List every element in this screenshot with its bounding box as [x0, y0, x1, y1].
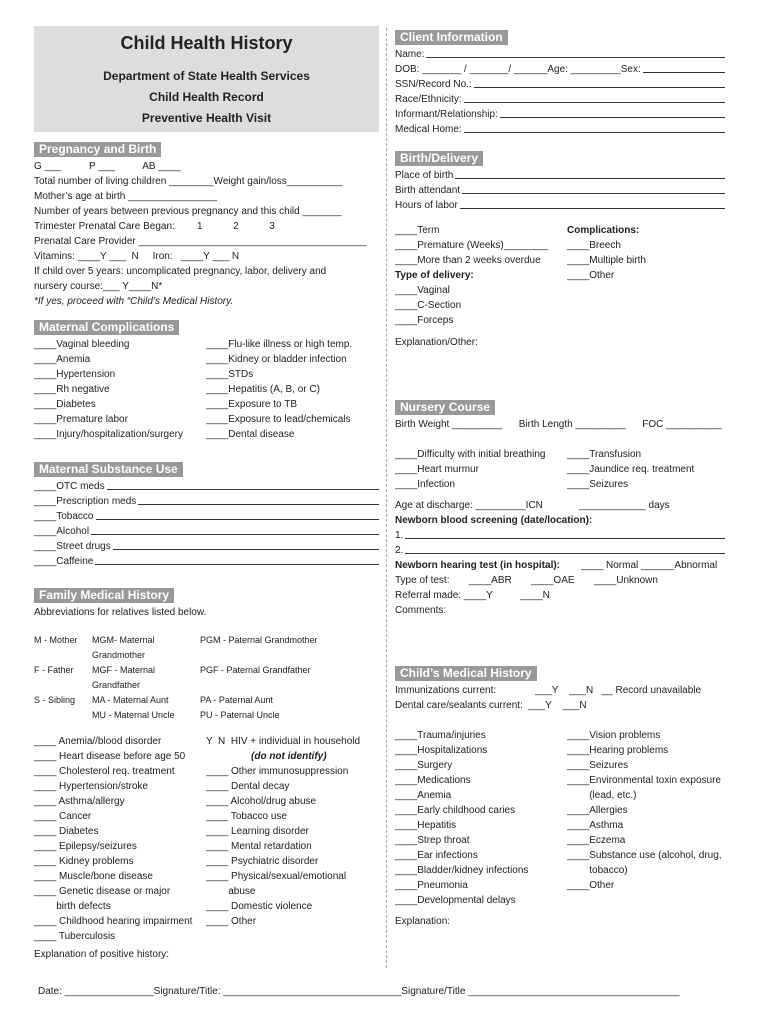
fill-line[interactable] — [643, 62, 725, 73]
maternal-complications-section — [34, 320, 379, 442]
title-box — [34, 26, 379, 132]
fill-line[interactable] — [405, 543, 725, 554]
screening-line — [395, 543, 725, 558]
relative-abbreviation: S - Sibling — [34, 695, 76, 705]
birth-explanation: Explanation/Other: — [395, 337, 478, 348]
fill-line[interactable] — [426, 47, 725, 58]
complication-item: ____Kidney or bladder infection — [206, 354, 347, 365]
family-history-item: ____ Heart disease before age 50 — [34, 751, 186, 762]
complication-item: ____Multiple birth — [567, 255, 646, 266]
substance-section — [34, 462, 379, 569]
dental-line: Dental care/sealants current: ___Y ___N — [395, 700, 587, 711]
birth-weight-line: Birth Weight _________ Birth Length _________ FOC __________ — [395, 419, 722, 430]
family-history-item: ____ Muscle/bone disease — [34, 871, 153, 882]
child-history-item: ____Asthma — [567, 820, 624, 831]
child-history-item: ____Early childhood caries — [395, 805, 516, 816]
client-section — [395, 30, 725, 137]
family-history-item: ____ Diabetes — [34, 826, 99, 837]
column-divider — [386, 28, 387, 968]
complication-item: ____Exposure to lead/chemicals — [206, 414, 351, 425]
client-field-label: Race/Ethnicity: — [395, 94, 462, 105]
family-history-item: ____ Domestic violence — [206, 901, 313, 912]
family-history-item: abuse — [206, 886, 256, 897]
client-field — [395, 107, 725, 122]
nursery-comments: Comments: — [395, 605, 447, 616]
fill-line[interactable] — [91, 524, 379, 535]
child-history-item: ____Substance use (alcohol, drug, — [567, 850, 722, 861]
referral-line: Referral made: ____Y ____N — [395, 590, 550, 601]
visit-title: Preventive Health Visit — [141, 111, 272, 125]
family-history-item: ____ Kidney problems — [34, 856, 134, 867]
birth-term-item: ____Term — [395, 225, 440, 236]
nursery-item: ____Seizures — [567, 479, 629, 490]
family-intro: Abbreviations for relatives listed below. — [34, 607, 207, 618]
family-history-item: ____ Anemia//blood disorder — [34, 736, 162, 747]
relative-abbreviation: PU - Paternal Uncle — [200, 710, 280, 720]
child-history-item: ____Vision problems — [567, 730, 661, 741]
relative-abbreviation: MU - Maternal Uncle — [92, 710, 175, 720]
complication-item: ____Rh negative — [34, 384, 110, 395]
birth-field-label: Hours of labor — [395, 200, 458, 211]
family-history-item: ____ Learning disorder — [206, 826, 309, 837]
family-history-section — [34, 588, 379, 962]
birth-field — [395, 168, 725, 183]
substance-item — [34, 524, 379, 539]
family-history-item: (do not identify) — [251, 751, 327, 762]
fill-line[interactable] — [95, 554, 379, 565]
complication-item: ____Other — [567, 270, 615, 281]
complications-title: Complications: — [567, 225, 640, 236]
child-history-item: ____Strep throat — [395, 835, 470, 846]
fill-line[interactable] — [138, 494, 379, 505]
child-history-item: ____Anemia — [395, 790, 452, 801]
client-field — [395, 47, 725, 62]
client-field — [395, 77, 725, 92]
birth-field — [395, 183, 725, 198]
substance-item-label: ____Street drugs — [34, 541, 111, 552]
child-history-item: ____Pneumonia — [395, 880, 468, 891]
family-history-item: ____ Physical/sexual/emotional — [206, 871, 347, 882]
client-field-label: Name: — [395, 49, 425, 60]
child-history-item: tobacco) — [567, 865, 628, 876]
pregnancy-line: nursery course:___ Y____N* — [34, 281, 163, 292]
fill-line[interactable] — [474, 77, 725, 88]
birth-field — [395, 198, 725, 213]
nursery-section — [395, 400, 725, 618]
maternal-complications-header: Maternal Complications — [34, 320, 179, 335]
pregnancy-line: Trimester Prenatal Care Began: 1 2 3 — [34, 221, 275, 232]
fill-line[interactable] — [405, 528, 725, 539]
fill-line[interactable] — [113, 539, 379, 550]
child-medical-section — [395, 666, 735, 929]
substance-item-label: ____Prescription meds — [34, 496, 137, 507]
pregnancy-line: Vitamins: ____Y ___ N Iron: ____Y ___ N — [34, 251, 240, 262]
complication-item: ____Exposure to TB — [206, 399, 297, 410]
child-history-item: ____Hospitalizations — [395, 745, 488, 756]
delivery-type-item: ____C-Section — [395, 300, 462, 311]
pregnancy-line: If child over 5 years: uncomplicated pregnancy, labor, delivery and — [34, 266, 327, 277]
client-field-label: Informant/Relationship: — [395, 109, 498, 120]
family-history-item: ____ Hypertension/stroke — [34, 781, 148, 792]
substance-item-label: ____Tobacco — [34, 511, 94, 522]
substance-item — [34, 554, 379, 569]
relative-abbreviation: MGF - Maternal Grandfather — [92, 665, 156, 690]
left-column — [34, 26, 379, 960]
fill-line[interactable] — [455, 168, 725, 179]
nursery-item: ____Infection — [395, 479, 456, 490]
complication-item: ____Hepatitis (A, B, or C) — [206, 384, 320, 395]
substance-item-label: ____OTC meds — [34, 481, 105, 492]
complication-item: ____Dental disease — [206, 429, 295, 440]
client-field — [395, 62, 725, 77]
substance-item — [34, 494, 379, 509]
family-history-item: ____ Asthma/allergy — [34, 796, 125, 807]
fill-line[interactable] — [464, 122, 725, 133]
family-history-item: ____ Other immunosuppression — [206, 766, 349, 777]
test-type-line: Type of test: ____ABR ____OAE ____Unknown — [395, 575, 658, 586]
child-history-item: ____Medications — [395, 775, 471, 786]
child-history-item: ____Surgery — [395, 760, 453, 771]
family-history-item: Y N HIV + individual in household — [206, 736, 361, 747]
child-history-item: ____Developmental delays — [395, 895, 516, 906]
department: Department of State Health Services — [103, 69, 310, 83]
child-history-item: ____Bladder/kidney infections — [395, 865, 529, 876]
family-history-header: Family Medical History — [34, 588, 174, 603]
pregnancy-line: G ___ P ___ AB ____ — [34, 161, 181, 172]
child-history-item: ____Eczema — [567, 835, 626, 846]
complication-item: ____Flu-like illness or high temp. — [206, 339, 353, 350]
fill-line[interactable] — [460, 198, 725, 209]
pregnancy-section — [34, 142, 379, 309]
substance-item-label: ____Caffeine — [34, 556, 94, 567]
fill-line[interactable] — [500, 107, 725, 118]
family-explanation: Explanation of positive history: — [34, 949, 170, 960]
substance-item-label: ____Alcohol — [34, 526, 90, 537]
child-history-item: ____Hearing problems — [567, 745, 669, 756]
birth-field-label: Birth attendant — [395, 185, 461, 196]
family-history-item: ____ Cholesterol req. treatment — [34, 766, 175, 777]
complication-item: ____STDs — [206, 369, 254, 380]
nursery-item: ____Transfusion — [567, 449, 642, 460]
client-header: Client Information — [395, 30, 508, 45]
complication-item: ____Diabetes — [34, 399, 96, 410]
family-history-item: ____ Childhood hearing impairment — [34, 916, 193, 927]
family-history-item: ____ Tuberculosis — [34, 931, 116, 942]
family-history-item: ____ Alcohol/drug abuse — [206, 796, 317, 807]
fill-line[interactable] — [462, 183, 725, 194]
child-history-item: ____Other — [567, 880, 615, 891]
birth-field-label: Place of birth — [395, 170, 454, 181]
discharge-line: Age at discharge: _________ICN ____________ days — [395, 500, 670, 511]
nursery-item: ____Jaundice req. treatment — [567, 464, 695, 475]
nursery-item: ____Difficulty with initial breathing — [395, 449, 546, 460]
substance-header: Maternal Substance Use — [34, 462, 183, 477]
screening-line — [395, 528, 725, 543]
family-history-item: ____ Epilepsy/seizures — [34, 841, 137, 852]
screening-line-label: 2. — [395, 545, 404, 556]
relative-abbreviation: PGM - Paternal Grandmother — [200, 635, 318, 645]
birth-section — [395, 151, 725, 350]
substance-item — [34, 479, 379, 494]
pregnancy-note: *If yes, proceed with “Child’s Medical History. — [34, 296, 234, 307]
child-history-item: ____Allergies — [567, 805, 628, 816]
child-history-item: ____Hepatitis — [395, 820, 457, 831]
child-history-item: ____Ear infections — [395, 850, 478, 861]
family-history-item: ____ Tobacco use — [206, 811, 287, 822]
family-history-item: ____ Mental retardation — [206, 841, 312, 852]
hearing-result: ____ Normal ______Abnormal — [581, 560, 718, 571]
nursery-item: ____Heart murmur — [395, 464, 479, 475]
relative-abbreviation: PA - Paternal Aunt — [200, 695, 273, 705]
delivery-type-item: ____Vaginal — [395, 285, 450, 296]
client-field — [395, 122, 725, 137]
relative-abbreviation: MGM- Maternal Grandmother — [92, 635, 155, 660]
family-history-item: ____ Other — [206, 916, 257, 927]
fill-line[interactable] — [107, 479, 379, 490]
screening-title: Newborn blood screening (date/location): — [395, 515, 593, 526]
birth-term-item: ____More than 2 weeks overdue — [395, 255, 541, 266]
client-field — [395, 92, 725, 107]
substance-item — [34, 539, 379, 554]
family-history-item: birth defects — [34, 901, 111, 912]
pregnancy-header: Pregnancy and Birth — [34, 142, 161, 157]
family-history-item: ____ Genetic disease or major — [34, 886, 171, 897]
hearing-title: Newborn hearing test (in hospital): — [395, 560, 561, 571]
pregnancy-line: Number of years between previous pregnancy and this child _______ — [34, 206, 342, 217]
child-history-item: (lead, etc.) — [567, 790, 637, 801]
family-history-item: ____ Dental decay — [206, 781, 290, 792]
complication-item: ____Hypertension — [34, 369, 116, 380]
family-history-item: ____ Psychiatric disorder — [206, 856, 319, 867]
complication-item: ____Injury/hospitalization/surgery — [34, 429, 183, 440]
pregnancy-line: Total number of living children ________Weight gain/loss__________ — [34, 176, 343, 187]
fill-line[interactable] — [464, 92, 725, 103]
relative-abbreviation: F - Father — [34, 665, 74, 675]
signature-footer: Date: ________________Signature/Title: ________________________________Signature/Title ______________________________________ — [38, 986, 680, 997]
complication-item: ____Premature labor — [34, 414, 128, 425]
fill-line[interactable] — [96, 509, 380, 520]
child-medical-header: Child’s Medical History — [395, 666, 537, 681]
client-field-label: DOB: _______ / _______/ ______Age: _________Sex: — [395, 64, 641, 75]
birth-header: Birth/Delivery — [395, 151, 483, 166]
relative-abbreviation — [34, 708, 92, 723]
birth-term-item: ____Premature (Weeks)________ — [395, 240, 549, 251]
relative-abbreviation: M - Mother — [34, 635, 78, 645]
family-history-item: ____ Cancer — [34, 811, 92, 822]
child-history-item: ____Environmental toxin exposure — [567, 775, 721, 786]
screening-line-label: 1. — [395, 530, 404, 541]
delivery-type-title: Type of delivery: — [395, 270, 474, 281]
nursery-header: Nursery Course — [395, 400, 495, 415]
pregnancy-line: Mother’s age at birth ________________ — [34, 191, 218, 202]
form-title: Child Health History — [120, 33, 293, 53]
complication-item: ____Anemia — [34, 354, 91, 365]
child-history-item: ____Trauma/injuries — [395, 730, 486, 741]
complication-item: ____Vaginal bleeding — [34, 339, 130, 350]
substance-item — [34, 509, 379, 524]
pregnancy-line: Prenatal Care Provider _________________________________________ — [34, 236, 367, 247]
delivery-type-item: ____Forceps — [395, 315, 454, 326]
client-field-label: SSN/Record No.: — [395, 79, 472, 90]
relative-abbreviation: MA - Maternal Aunt — [92, 695, 169, 705]
client-field-label: Medical Home: — [395, 124, 462, 135]
relative-abbreviation: PGF - Paternal Grandfather — [200, 665, 311, 675]
complication-item: ____Breech — [567, 240, 621, 251]
record-title: Child Health Record — [149, 90, 264, 104]
child-explanation: Explanation: — [395, 916, 451, 927]
child-history-item: ____Seizures — [567, 760, 629, 771]
immunizations-line: Immunizations current: ___Y ___N __ Record unavailable — [395, 685, 702, 696]
